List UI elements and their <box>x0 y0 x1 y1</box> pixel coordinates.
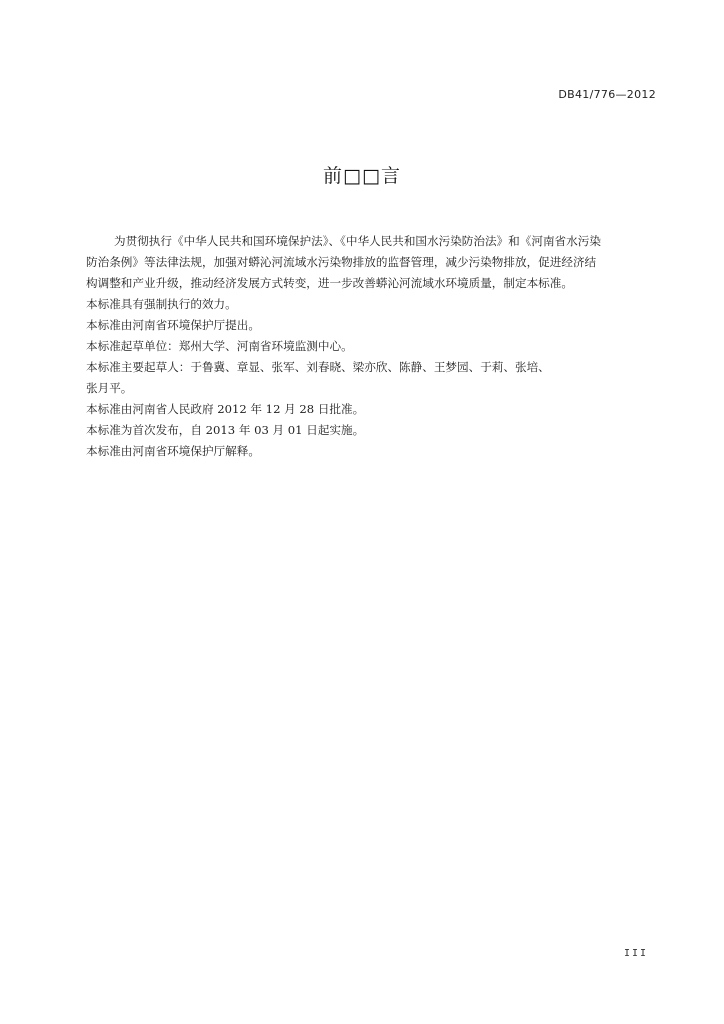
paragraph-approved: 本标准由河南省人民政府 2012 年 12 月 28 日批准。 <box>86 402 365 416</box>
paragraph-drafters-line-2: 张月平。 <box>86 381 133 395</box>
paragraph-intro-line-1: 为贯彻执行《中华人民共和国环境保护法》、《中华人民共和国水污染防治法》和《河南省水污染 <box>114 234 601 248</box>
paragraph-interpreted-by: 本标准由河南省环境保护厅解释。 <box>86 444 260 458</box>
paragraph-drafters-line-1: 本标准主要起草人：于鲁冀、章显、张军、刘春晓、梁亦欣、陈静、王梦园、于莉、张培、 <box>86 360 550 374</box>
paragraph-intro-line-2: 防治条例》等法律法规，加强对蟒沁河流域水污染物排放的监督管理，减少污染物排放，促进经济结 <box>86 255 597 269</box>
foreword-body <box>86 231 660 462</box>
paragraph-proposed-by: 本标准由河南省环境保护厅提出。 <box>86 318 260 332</box>
page-title: 前□□言 <box>323 165 401 187</box>
paragraph-mandatory: 本标准具有强制执行的效力。 <box>86 297 237 311</box>
paragraph-drafting-units: 本标准起草单位：郑州大学、河南省环境监测中心。 <box>86 339 353 353</box>
paragraph-intro-line-3: 构调整和产业升级，推动经济发展方式转变，进一步改善蟒沁河流域水环境质量，制定本标准。 <box>86 276 573 290</box>
document-code: DB41/776—2012 <box>558 88 656 101</box>
page-number: III <box>623 948 648 959</box>
paragraph-effective: 本标准为首次发布，自 2013 年 03 月 01 日起实施。 <box>86 423 365 437</box>
